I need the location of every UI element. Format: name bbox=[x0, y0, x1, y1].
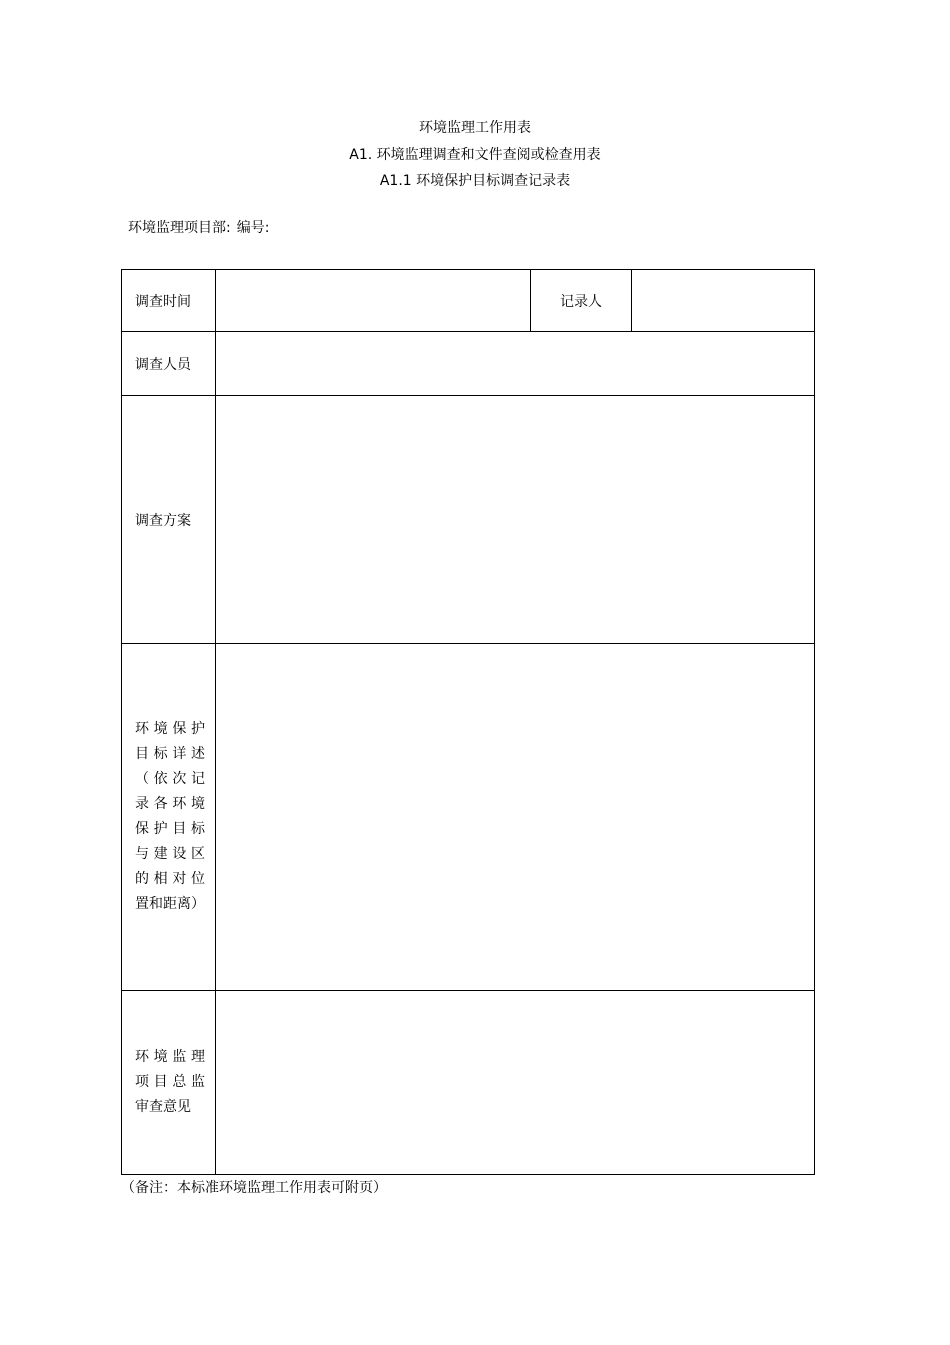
protection-targets-line: 环境保护 bbox=[135, 721, 205, 737]
number-label: 编号: bbox=[236, 220, 270, 236]
protection-targets-line: 的相对位 bbox=[135, 871, 205, 887]
recorder-field[interactable] bbox=[632, 270, 815, 332]
form-title: A1.1 环境保护目标调查记录表 bbox=[379, 173, 571, 189]
director-review-line: 项目总监 bbox=[135, 1074, 205, 1090]
table-row bbox=[122, 644, 815, 991]
director-review-line: 审查意见 bbox=[135, 1099, 191, 1115]
protection-targets-line: 录各环境 bbox=[135, 796, 205, 812]
surveyors-label: 调查人员 bbox=[122, 332, 216, 396]
table-row bbox=[122, 332, 815, 396]
director-review-field[interactable] bbox=[216, 991, 815, 1175]
department-line bbox=[128, 219, 269, 237]
survey-time-label: 调查时间 bbox=[122, 270, 216, 332]
protection-targets-line: 保护目标 bbox=[135, 821, 205, 837]
director-review-line: 环境监理 bbox=[135, 1049, 205, 1065]
document-subtitle: A1. 环境监理调查和文件查阅或检查用表 bbox=[349, 147, 601, 163]
document-title: 环境监理工作用表 bbox=[419, 120, 531, 136]
protection-targets-field[interactable] bbox=[216, 644, 815, 991]
survey-record-table bbox=[121, 269, 815, 1175]
survey-time-field[interactable] bbox=[216, 270, 531, 332]
survey-plan-label: 调查方案 bbox=[122, 396, 216, 644]
table-row bbox=[122, 991, 815, 1175]
protection-targets-line: 与建设区 bbox=[135, 846, 205, 862]
table-row bbox=[122, 270, 815, 332]
table-row bbox=[122, 396, 815, 644]
recorder-label: 记录人 bbox=[531, 270, 632, 332]
protection-targets-line: 目标详述 bbox=[135, 746, 205, 762]
protection-targets-line: （依次记 bbox=[135, 771, 205, 787]
surveyors-field[interactable] bbox=[216, 332, 815, 396]
footnote: （备注：本标准环境监理工作用表可附页） bbox=[121, 1180, 387, 1196]
protection-targets-label bbox=[122, 644, 216, 991]
protection-targets-line: 置和距离） bbox=[135, 896, 205, 912]
department-label: 环境监理项目部: bbox=[128, 220, 231, 236]
director-review-label bbox=[122, 991, 216, 1175]
survey-plan-field[interactable] bbox=[216, 396, 815, 644]
